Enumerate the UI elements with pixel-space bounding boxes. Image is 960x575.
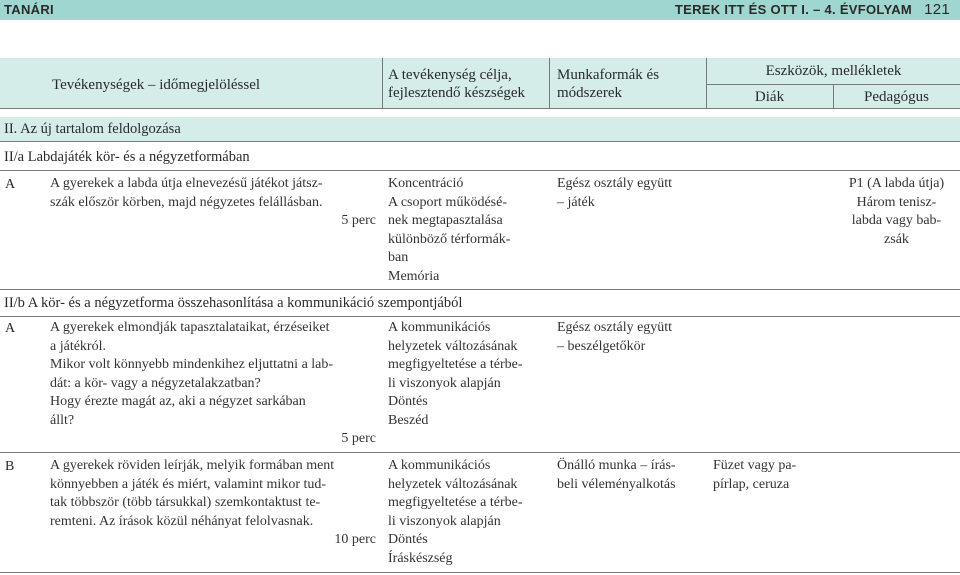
- student-tools-text: Füzet vagy pa- pírlap, ceruza: [713, 458, 797, 492]
- book-title: TEREK ITT ÉS OTT I. – 4. ÉVFOLYAM: [674, 2, 913, 17]
- divider: [0, 289, 960, 290]
- header-left-label: TANÁRI: [4, 2, 54, 17]
- methods-text: Egész osztály együtt – játék: [557, 176, 673, 210]
- goals-text: A kommunikációs helyzetek változásának megfigyeltetése a térbe- li viszonyok alapján Döntés Íráskészség: [388, 458, 523, 566]
- divider: [382, 58, 383, 108]
- activity-text: A gyerekek röviden leírják, melyik formában ment könnyebben a játék és miért, valamint mikor tud- tak többször (több társukkal) szemkontaktust te- remteni. Az írások közül néhányat felolvasnak. 10 perc: [50, 457, 376, 550]
- time-label: 10 perc: [334, 532, 376, 547]
- row-label: A: [5, 321, 16, 336]
- section-title: II. Az új tartalom feldolgozása: [0, 117, 960, 141]
- page-number: 121: [924, 1, 950, 18]
- row-label: A: [5, 177, 16, 192]
- divider: [0, 108, 960, 109]
- page-header-bar: [0, 0, 960, 20]
- col-header-teacher: Pedagógus: [864, 89, 929, 105]
- divider: [0, 170, 960, 171]
- table-header: [0, 58, 960, 108]
- divider: [0, 141, 960, 142]
- methods-text: Önálló munka – írás- beli véleményalkotás: [557, 458, 676, 492]
- divider: [706, 84, 960, 85]
- col-header-tools: Eszközök, mellékletek: [765, 63, 902, 79]
- header-right: [675, 1, 950, 18]
- row-label: B: [5, 459, 15, 474]
- divider: [549, 58, 550, 108]
- time-label: 5 perc: [341, 431, 376, 446]
- divider: [0, 572, 960, 573]
- subsection-a-title: II/a Labdajáték kör- és a négyzetformában: [0, 148, 960, 168]
- goals-text: A kommunikációs helyzetek változásának megfigyeltetése a térbe- li viszonyok alapján Döntés Beszéd: [388, 320, 523, 428]
- goals-text: Koncentráció A csoport működésé- nek megtapasztalása különböző térformák- ban Memória: [388, 176, 511, 284]
- time-label: 5 perc: [341, 213, 376, 228]
- activity-text: A gyerekek elmondják tapasztalataikat, érzéseiket a játékról. Mikor volt könnyebb mindenkihez eljuttatni a lab- dát: a kör- vagy a négyzetalakzatban? Hogy érezte magát az, aki a négyzet sarkában állt? 5 perc: [50, 319, 376, 449]
- col-header-goals: A tevékenység célja, fejlesztendő készségek: [388, 67, 526, 101]
- teacher-tools-text: P1 (A labda útja) Három tenisz- labda vagy bab- zsák: [848, 176, 945, 247]
- subsection-b-title: II/b A kör- és a négyzetforma összehasonlítása a kommunikáció szempontjából: [0, 294, 960, 314]
- col-header-activities: Tevékenységek – időmegjelöléssel: [52, 77, 261, 93]
- col-header-methods: Munkaformák és módszerek: [557, 67, 660, 101]
- activity-text: A gyerekek a labda útja elnevezésű játékot játsz- szák először körben, majd négyzetes felállásban. 5 perc: [50, 175, 376, 231]
- divider: [0, 316, 960, 317]
- divider: [706, 58, 707, 108]
- divider: [0, 452, 960, 453]
- col-header-student: Diák: [754, 89, 785, 105]
- methods-text: Egész osztály együtt – beszélgetőkör: [557, 320, 673, 354]
- divider: [833, 84, 834, 108]
